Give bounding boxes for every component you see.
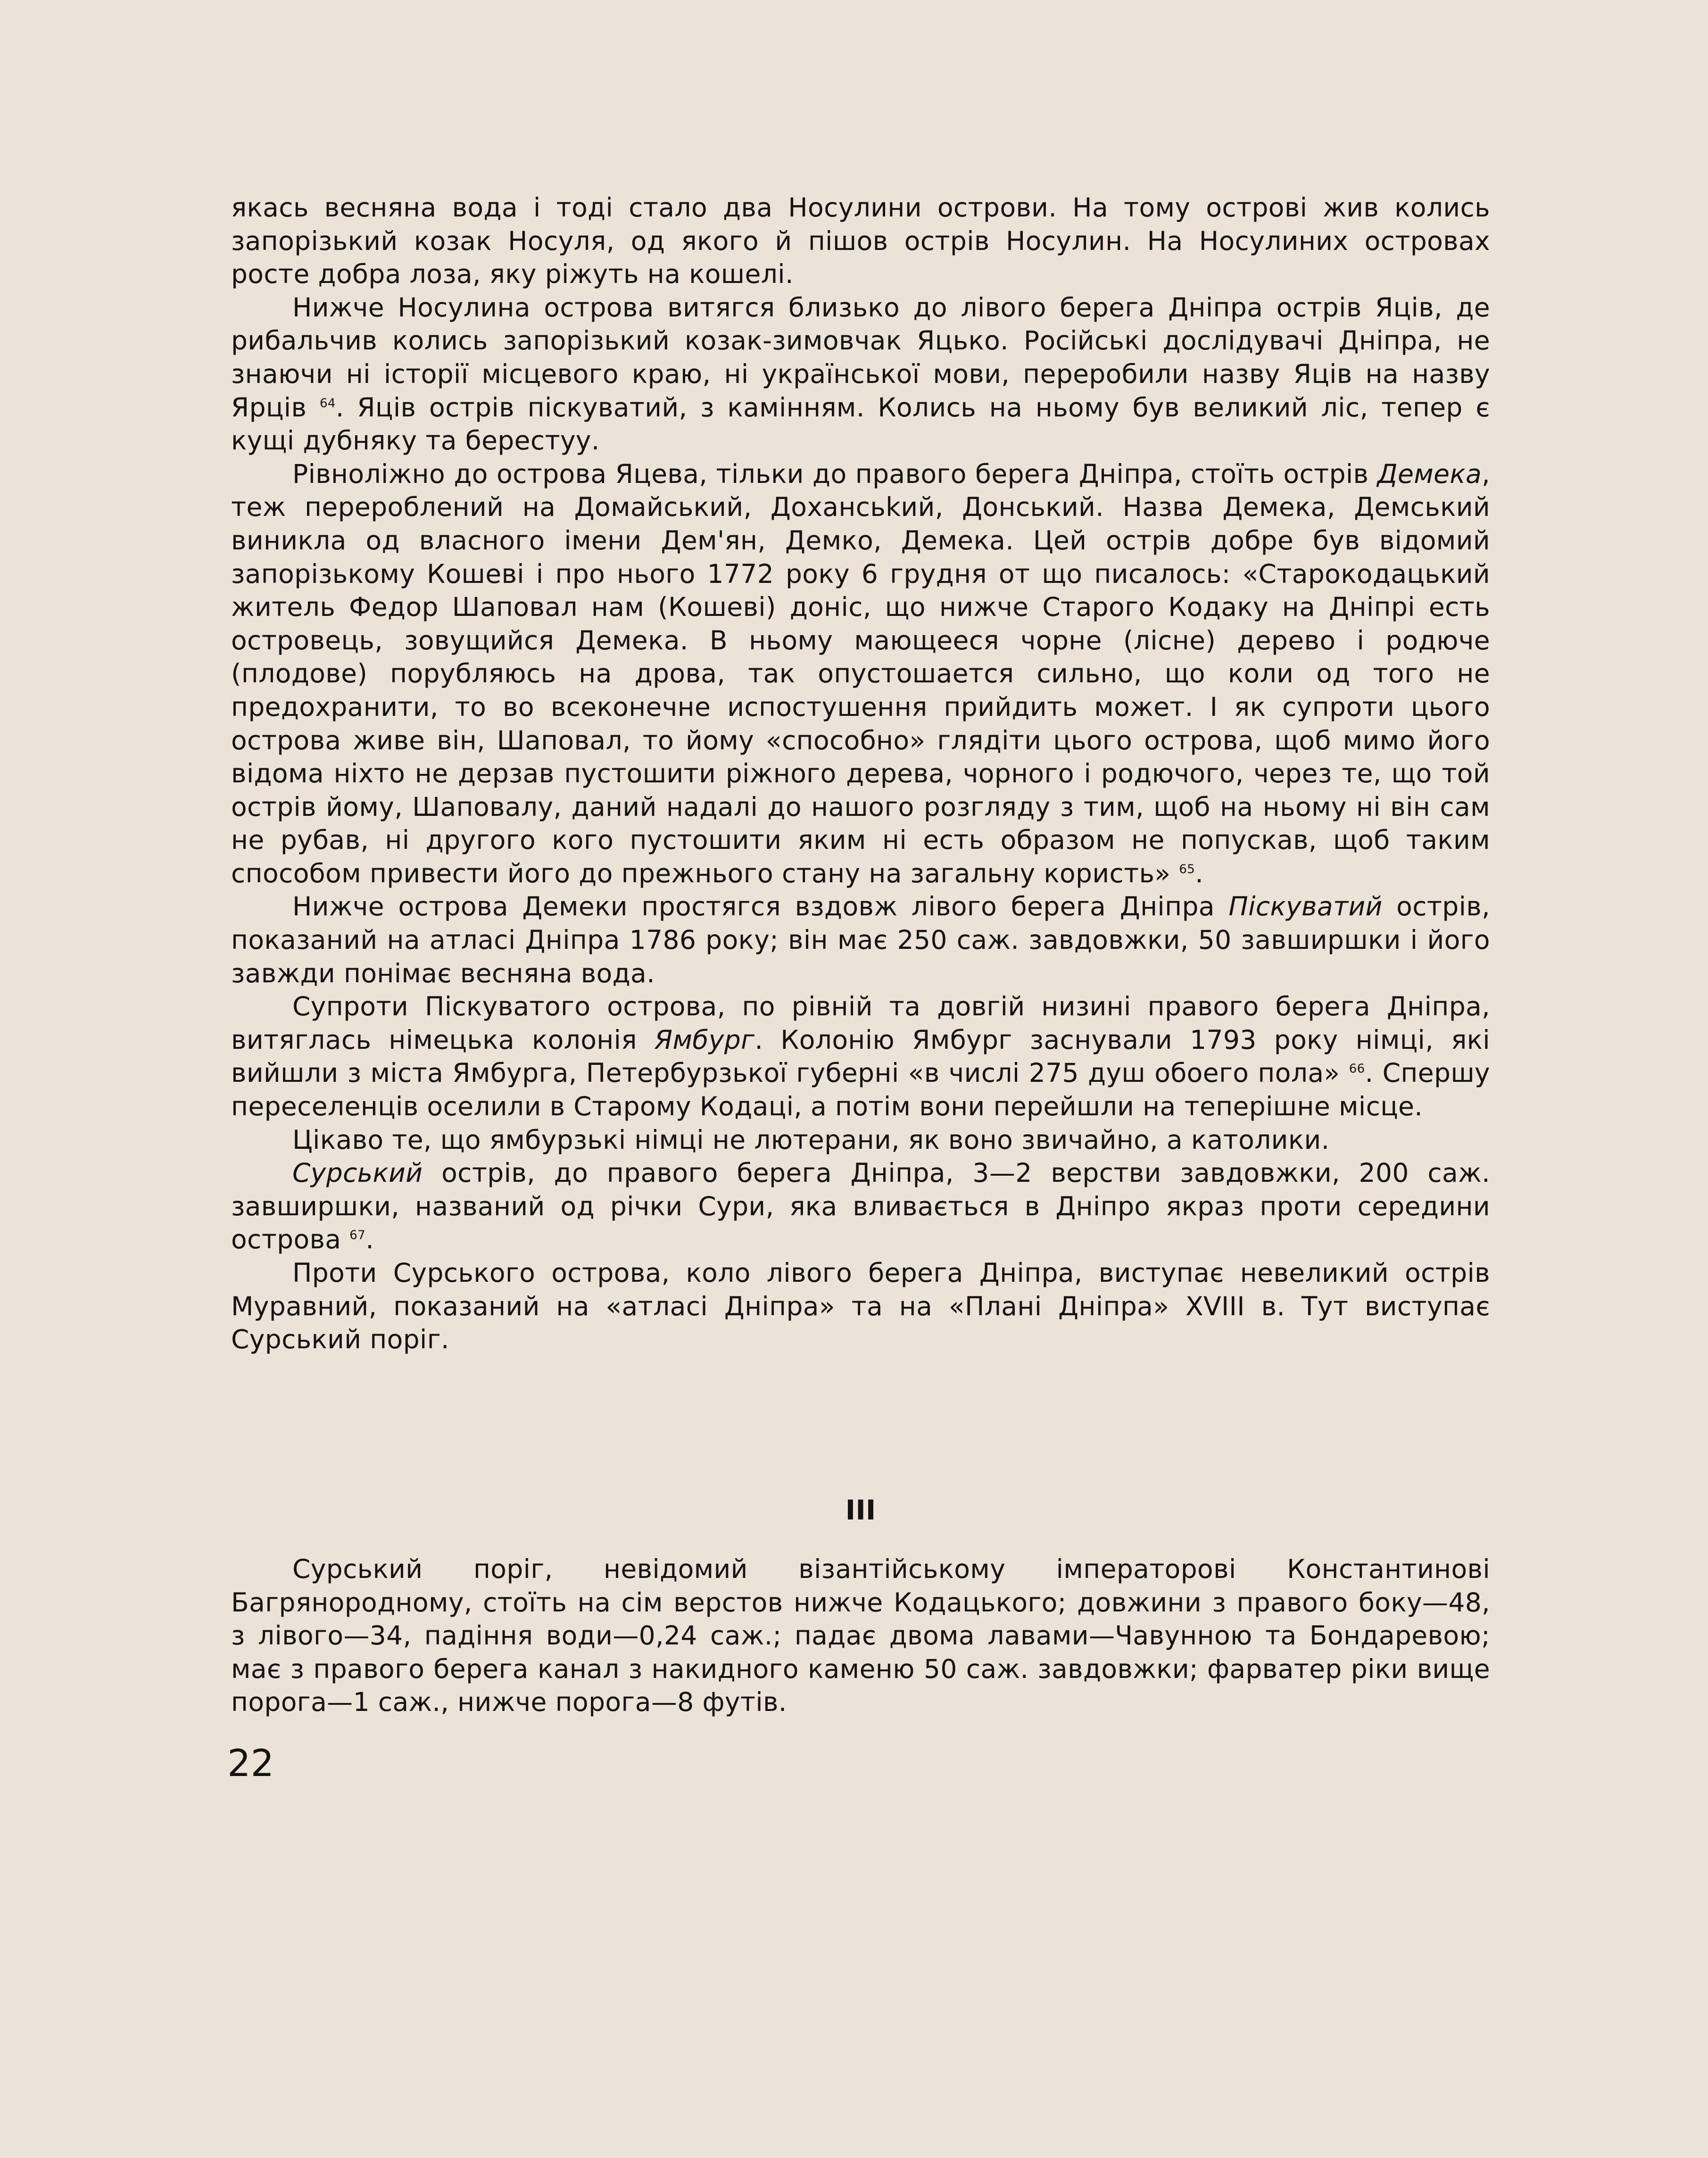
- italic-name: Демека: [1377, 458, 1482, 489]
- paragraph: [231, 1123, 1490, 1157]
- paragraph: Сурський поріг, невідомий візантійському імператорові Константинові Багрянородному, стоїть на сім верстов нижче Кодацького; довжини з правого боку—48, з лівого—34, падіння води—0,24 саж.; падає двома лавами—Чавунною та Бондаревою; має з правого берега канал з накидного каменю 50 саж. завдовжки; фарватер ріки вище порога—1 саж., нижче порога—8 футів.: [231, 1554, 1490, 1718]
- italic-name: Сурський: [292, 1158, 423, 1188]
- text-run: , теж перероблений на Домайський, Дохансьkий, Донський. Назва Демека, Демський виникла од власного імени Дем'ян, Демко, Демека. Цей острів добре був відомий запорізькому Кошеві і про нього 1772 року 6 грудня от що писалось: «Старокодацький житель Федор Шаповал нам (Кошеві) доніс, що нижче Старого Кодаку на Дніпрі есть островець, зовущийся Демека. В ньому мающееся чорне (лісне) дерево і родюче (плодове) порубляюсь на дрова, так опустошается сильно, що коли од того не предохранити, то во всеконечне испостушення прийдить может. І як супроти цього острова живе він, Шаповал, то йому «способно» глядіти цього острова, щоб мимо його відома ніхто не дерзав пустошити ріжного дерева, чорного і родючого, через те, що той острів йому, Шаповалу, даний надалі до нашого розгляду з тим, щоб на ньому ні він сам не рубав, ні другого кого пустошити яким ні есть образом не попускав, щоб таким способом привести його до прежнього стану на загальну користь»: [231, 458, 1490, 888]
- footnote-ref: 64: [319, 396, 336, 411]
- text-run: . Спершу переселенців оселили в Старому Кодаці, а потім вони перейшли на теперішне місце.: [231, 1058, 1490, 1122]
- text-run: .: [365, 1224, 374, 1255]
- paragraph: [231, 291, 1490, 457]
- text-run: Нижче Носулина острова витягся близько до лівого берега Дніпра острів Яців, де рибальчив колись запорізький козак-зимовчак Яцько. Російські дослідувачі Дніпра, не знаючи ні історії місцевого краю, ні української мови, переробили назву Яців на назву Ярців: [231, 292, 1490, 423]
- paragraph: [231, 990, 1490, 1123]
- footnote-ref: 66: [1349, 1062, 1365, 1077]
- paragraph: [231, 191, 1490, 291]
- page-number: 22: [227, 1743, 274, 1785]
- text-run: острів, до правого берега Дніпра, 3—2 верстви завдовжки, 200 саж. завширшки, названий од річки Сури, яка вливається в Дніпро якраз проти середини острова: [231, 1158, 1490, 1255]
- text-run: . Яців острів піскуватий, з камінням. Колись на ньому був великий ліс, тепер є кущі дубняку та берестуу.: [231, 392, 1490, 456]
- paragraph: [231, 1156, 1490, 1256]
- body-text: [231, 191, 1490, 1356]
- text-run: Цікаво те, що ямбурзькі німці не лютерани, як воно звичайно, а католики.: [292, 1124, 1330, 1155]
- italic-name: Ямбург: [654, 1024, 755, 1055]
- text-run: Супроти Піскуватого острова, по рівній та довгій низині правого берега Дніпра, витяглась німецька колонія: [231, 991, 1490, 1055]
- text-run: острів, показаний на атласі Дніпра 1786 року; він має 250 саж. завдовжки, 50 завширшки і його завжди понімає весняна вода.: [231, 891, 1490, 988]
- section-body: [231, 1552, 1490, 1719]
- text-run: . Колонію Ямбург заснували 1793 року німці, які вийшли з міста Ямбурга, Петербурзької губерні «в числі 275 душ обоего пола»: [231, 1024, 1490, 1088]
- text-run: Проти Сурського острова, коло лівого берега Дніпра, виступає невеликий острів Муравний, показаний на «атласі Дніпра» та на «Плані Дніпра» XVIII в. Тут виступає Сурський поріг.: [231, 1258, 1490, 1355]
- footnote-ref: 67: [349, 1228, 366, 1243]
- text-run: якась весняна вода і тоді стало два Носулини острови. На тому острові жив колись запорізький козак Носуля, од якого й пішов острів Носулин. На Носулиних островах росте добра лоза, яку ріжуть на кошелі.: [231, 192, 1490, 290]
- paragraph: [231, 890, 1490, 990]
- footnote-ref: 65: [1179, 862, 1195, 877]
- text-run: Нижче острова Демеки простягся вздовж лівого берега Дніпра: [292, 891, 1229, 922]
- section-heading: III: [845, 1494, 876, 1526]
- italic-name: Піскуватий: [1228, 891, 1383, 922]
- paragraph: [231, 457, 1490, 890]
- text-run: Рівноліжно до острова Яцева, тільки до правого берега Дніпра, стоїть острів: [292, 458, 1377, 489]
- paragraph: [231, 1256, 1490, 1356]
- page-content: [231, 191, 1490, 1718]
- text-run: .: [1195, 858, 1204, 888]
